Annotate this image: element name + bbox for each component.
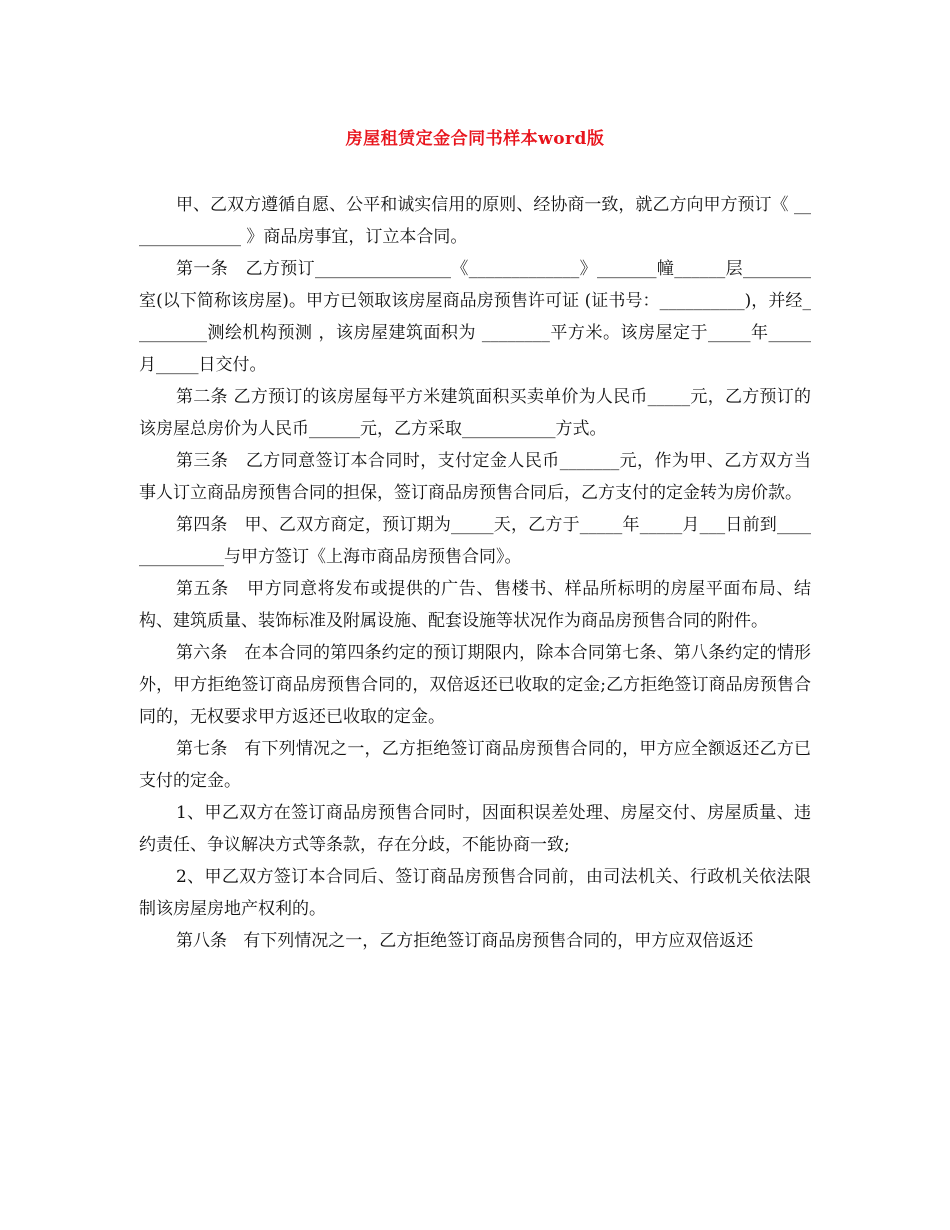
paragraph-article-7: 第七条 有下列情况之一，乙方拒绝签订商品房预售合同的，甲方应全额返还乙方已支付的定金。 xyxy=(139,739,811,791)
paragraph-article-3: 第三条 乙方同意签订本合同时，支付定金人民币_______元，作为甲、乙方双方当事人订立商品房预售合同的担保，签订商品房预售合同后，乙方支付的定金转为房价款。 xyxy=(139,451,811,503)
paragraph-article-5: 第五条 甲方同意将发布或提供的广告、售楼书、样品所标明的房屋平面布局、结构、建筑质量、装饰标准及附属设施、配套设施等状况作为商品房预售合同的附件。 xyxy=(139,579,811,631)
paragraph-article-4: 第四条 甲、乙双方商定，预订期为_____天，乙方于_____年_____月___日前到______________与甲方签订《上海市商品房预售合同》。 xyxy=(139,515,811,567)
document-title: 房屋租赁定金合同书样本word版 xyxy=(345,129,605,149)
paragraph-article-2: 第二条 乙方预订的该房屋每平方米建筑面积买卖单价为人民币_____元，乙方预订的该房屋总房价为人民币______元，乙方采取___________方式。 xyxy=(139,387,811,439)
paragraph-article-7-item-2: 2、甲乙双方签订本合同后、签订商品房预售合同前，由司法机关、行政机关依法限制该房屋房地产权利的。 xyxy=(139,867,811,919)
document-body xyxy=(139,189,811,957)
paragraph-article-7-item-1: 1、甲乙双方在签订商品房预售合同时，因面积误差处理、房屋交付、房屋质量、违约责任、争议解决方式等条款，存在分歧，不能协商一致; xyxy=(139,803,811,855)
paragraph-article-6: 第六条 在本合同的第四条约定的预订期限内，除本合同第七条、第八条约定的情形外，甲方拒绝签订商品房预售合同的，双倍返还已收取的定金;乙方拒绝签订商品房预售合同的，无权要求甲方返还已收取的定金。 xyxy=(139,643,811,727)
paragraph-article-8: 第八条 有下列情况之一，乙方拒绝签订商品房预售合同的，甲方应双倍返还 xyxy=(176,931,754,951)
paragraph-article-1: 第一条 乙方预订________________《_____________》_______幢______层________室(以下简称该房屋)。甲方已领取该房屋商品房预售许可证 (证书号：__________)，并经_________测绘机构预测 ，该房屋建筑面积为 ________平方米。该房屋定于_____年_____月_____日交付。 xyxy=(139,259,811,375)
paragraph-intro: 甲、乙双方遵循自愿、公平和诚实信用的原则、经协商一致，就乙方向甲方预订《 ______________ 》商品房事宜，订立本合同。 xyxy=(139,195,811,247)
